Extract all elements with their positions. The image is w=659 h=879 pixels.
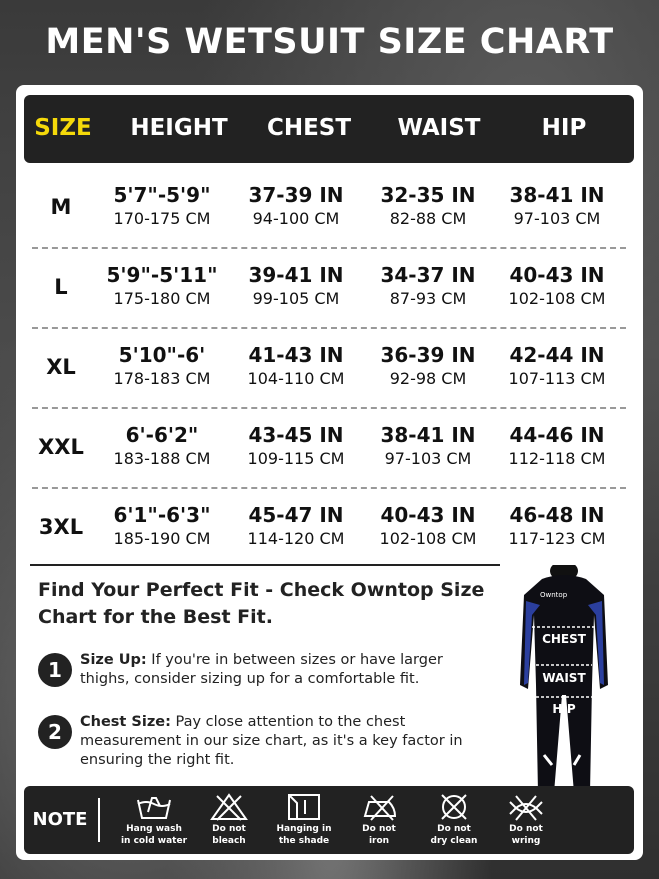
- hip-metric: 117-123 CM: [508, 529, 606, 548]
- waist-cell: [358, 183, 498, 228]
- chest-cell: [226, 183, 366, 228]
- care-note-bar: [24, 786, 634, 854]
- hang-shade-icon: [284, 792, 324, 822]
- height-imperial: 5'9"-5'11": [106, 263, 218, 287]
- chest-imperial: 41-43 IN: [248, 343, 344, 367]
- tip-body: If you're in between sizes or have larger thighs, consider sizing up for a comfortable fit.: [80, 652, 443, 687]
- wetsuit-figure-icon: [504, 565, 624, 795]
- waist-metric: 82-88 CM: [389, 209, 467, 228]
- care-label-line: Do not: [509, 824, 543, 834]
- hand-wash-icon: [134, 792, 174, 822]
- care-label-line: Do not: [212, 824, 246, 834]
- suit-waist-label: WAIST: [542, 671, 586, 685]
- fit-heading: Find Your Perfect Fit - Check Owntop Size Chart for the Best Fit.: [38, 579, 485, 628]
- care-label-line: Do not: [362, 824, 396, 834]
- size-cell: L: [54, 275, 68, 299]
- height-imperial: 5'7"-5'9": [113, 183, 211, 207]
- care-label-line: Hanging in: [276, 824, 332, 834]
- size-cell: M: [50, 195, 72, 219]
- no-dry-clean-icon: [434, 792, 474, 822]
- care-label-line: bleach: [212, 836, 246, 846]
- waist-imperial: 40-43 IN: [380, 503, 476, 527]
- height-imperial: 6'-6'2": [125, 423, 199, 447]
- care-label-line: Do not: [437, 824, 471, 834]
- tip-body: Pay close attention to the chest measurement in our size chart, as it's a key factor in ensuring the right fit.: [80, 714, 463, 768]
- note-divider: [98, 798, 100, 842]
- care-label-line: wring: [511, 836, 541, 846]
- waist-imperial: 34-37 IN: [380, 263, 476, 287]
- waist-cell: [358, 503, 498, 548]
- no-bleach-icon: [209, 792, 249, 822]
- header-waist: WAIST: [397, 115, 481, 141]
- size-cell: XXL: [38, 435, 84, 459]
- waist-metric: 92-98 CM: [389, 369, 467, 388]
- divider: [30, 564, 500, 566]
- waist-metric: 97-103 CM: [384, 449, 472, 468]
- table-header: [24, 95, 634, 163]
- suit-brand: Owntop: [540, 591, 568, 599]
- chest-cell: [226, 263, 366, 308]
- table-row: [32, 407, 626, 489]
- waist-cell: [358, 423, 498, 468]
- tip-label: Chest Size:: [80, 714, 171, 730]
- hip-imperial: 38-41 IN: [509, 183, 605, 207]
- note-label: NOTE: [32, 809, 88, 830]
- waist-cell: [358, 343, 498, 388]
- chest-cell: [226, 423, 366, 468]
- care-no-wring: [486, 792, 566, 846]
- waist-cell: [358, 263, 498, 308]
- table-row: [32, 487, 626, 567]
- tip-label: Size Up:: [80, 652, 147, 668]
- waist-imperial: 38-41 IN: [380, 423, 476, 447]
- header-size: SIZE: [34, 115, 92, 141]
- hip-cell: [487, 343, 627, 388]
- care-hand-wash: [114, 792, 194, 846]
- height-imperial: 5'10"-6': [118, 343, 206, 367]
- height-cell: [92, 263, 232, 308]
- height-metric: 185-190 CM: [113, 529, 211, 548]
- header-height: HEIGHT: [130, 115, 228, 141]
- care-label-line: dry clean: [430, 836, 478, 846]
- chest-imperial: 37-39 IN: [248, 183, 344, 207]
- suit-hip-label: HIP: [552, 702, 576, 716]
- waist-metric: 87-93 CM: [389, 289, 467, 308]
- chest-metric: 109-115 CM: [247, 449, 345, 468]
- height-metric: 178-183 CM: [113, 369, 211, 388]
- care-label-line: in cold water: [120, 836, 188, 846]
- hip-cell: [487, 183, 627, 228]
- waist-metric: 102-108 CM: [379, 529, 477, 548]
- hip-imperial: 46-48 IN: [509, 503, 605, 527]
- tip-number-badge: 2: [38, 715, 72, 749]
- height-cell: [92, 183, 232, 228]
- chest-metric: 94-100 CM: [252, 209, 340, 228]
- care-no-bleach: [189, 792, 269, 846]
- tip-text: [80, 651, 490, 689]
- hip-imperial: 42-44 IN: [509, 343, 605, 367]
- size-cell: 3XL: [38, 515, 84, 539]
- height-cell: [92, 503, 232, 548]
- chest-metric: 114-120 CM: [247, 529, 345, 548]
- page-title: MEN'S WETSUIT SIZE CHART: [45, 22, 614, 62]
- care-no-dry-clean: [414, 792, 494, 846]
- care-label-line: Hang wash: [126, 824, 182, 834]
- chest-imperial: 39-41 IN: [248, 263, 344, 287]
- hip-imperial: 44-46 IN: [509, 423, 605, 447]
- size-chart-card: [16, 85, 643, 860]
- height-imperial: 6'1"-6'3": [113, 503, 211, 527]
- no-iron-icon: [359, 792, 399, 822]
- chest-imperial: 43-45 IN: [248, 423, 344, 447]
- chest-metric: 99-105 CM: [252, 289, 340, 308]
- table-row: [32, 167, 626, 249]
- hip-cell: [487, 503, 627, 548]
- height-cell: [92, 423, 232, 468]
- height-metric: 175-180 CM: [113, 289, 211, 308]
- waist-imperial: 32-35 IN: [380, 183, 476, 207]
- suit-chest-label: CHEST: [542, 632, 586, 646]
- hip-metric: 97-103 CM: [513, 209, 601, 228]
- chest-imperial: 45-47 IN: [248, 503, 344, 527]
- chest-cell: [226, 343, 366, 388]
- table-row: [32, 327, 626, 409]
- chest-metric: 104-110 CM: [247, 369, 345, 388]
- height-metric: 183-188 CM: [113, 449, 211, 468]
- header-chest: CHEST: [266, 115, 352, 141]
- table-row: [32, 247, 626, 329]
- care-no-iron: [339, 792, 419, 846]
- hip-metric: 112-118 CM: [508, 449, 606, 468]
- tip-text: [80, 713, 490, 770]
- hip-metric: 107-113 CM: [508, 369, 606, 388]
- header-hip: HIP: [541, 115, 587, 141]
- height-metric: 170-175 CM: [113, 209, 211, 228]
- care-label-line: iron: [368, 836, 390, 846]
- hip-cell: [487, 423, 627, 468]
- chest-cell: [226, 503, 366, 548]
- care-hang-shade: [264, 792, 344, 846]
- height-cell: [92, 343, 232, 388]
- tip-number-badge: 1: [38, 653, 72, 687]
- size-cell: XL: [46, 355, 76, 379]
- no-wring-icon: [506, 792, 546, 822]
- hip-imperial: 40-43 IN: [509, 263, 605, 287]
- hip-cell: [487, 263, 627, 308]
- care-label-line: the shade: [278, 836, 330, 846]
- hip-metric: 102-108 CM: [508, 289, 606, 308]
- waist-imperial: 36-39 IN: [380, 343, 476, 367]
